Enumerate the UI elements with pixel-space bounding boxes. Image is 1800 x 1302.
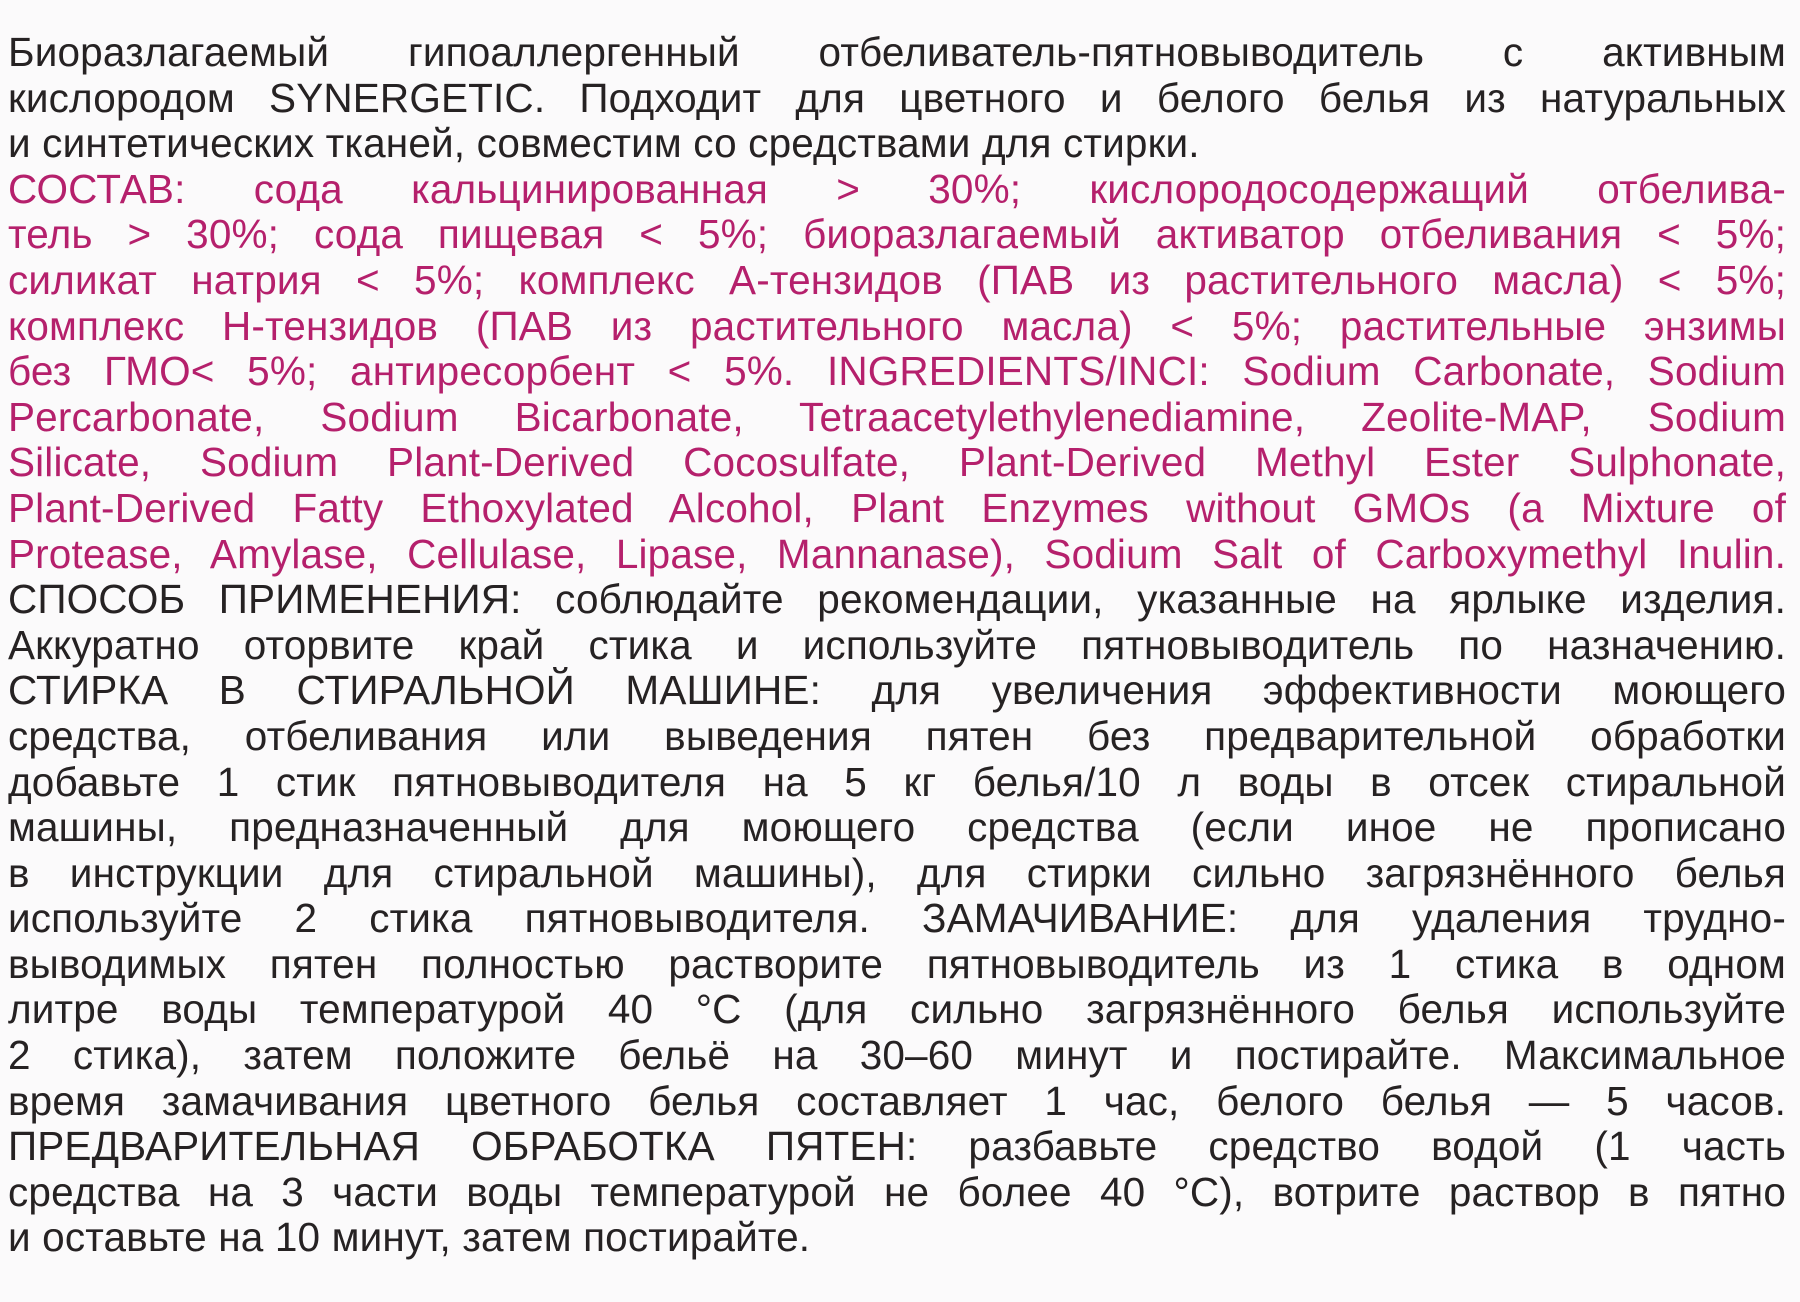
- composition-line: тель > 30%; сода пищевая < 5%; биоразлагаемый активатор отбеливания < 5%;: [8, 211, 1786, 258]
- instructions-line: литре воды температурой 40 °С (для сильно загрязнённого белья используйте: [8, 986, 1786, 1033]
- instructions-line: время замачивания цветного белья составляет 1 час, белого белья — 5 часов.: [8, 1077, 1786, 1124]
- instructions-line: выводимых пятен полностью растворите пятновыводитель из 1 стика в одном: [8, 940, 1786, 987]
- instructions-line: СТИРКА В СТИРАЛЬНОЙ МАШИНЕ: для увеличения эффективности моющего: [8, 667, 1786, 714]
- composition-line: без ГМО< 5%; антиресорбент < 5%. INGREDIENTS/INCI: Sodium Carbonate, Sodium: [8, 348, 1786, 395]
- intro-line: кислородом SYNERGETIC. Подходит для цветного и белого белья из натуральных: [8, 74, 1786, 121]
- composition-line: Silicate, Sodium Plant-Derived Cocosulfate, Plant-Derived Methyl Ester Sulphonate,: [8, 439, 1786, 486]
- instructions-line: ПРЕДВАРИТЕЛЬНАЯ ОБРАБОТКА ПЯТЕН: разбавьте средство водой (1 часть: [8, 1123, 1786, 1170]
- instructions-line: СПОСОБ ПРИМЕНЕНИЯ: соблюдайте рекомендации, указанные на ярлыке изделия.: [8, 576, 1786, 623]
- composition-line: комплекс Н-тензидов (ПАВ из растительного масла) < 5%; растительные энзимы: [8, 302, 1786, 349]
- instructions-line: средства на 3 части воды температурой не более 40 °С), вотрите раствор в пятно: [8, 1168, 1786, 1215]
- composition-line: СОСТАВ: сода кальцинированная > 30%; кислородосодержащий отбелива-: [8, 165, 1786, 212]
- instructions-line: в инструкции для стиральной машины), для стирки сильно загрязнённого белья: [8, 849, 1786, 896]
- intro-line: и синтетических тканей, совместим со средствами для стирки.: [8, 120, 1200, 167]
- composition-line: силикат натрия < 5%; комплекс А-тензидов (ПАВ из растительного масла) < 5%;: [8, 256, 1786, 303]
- instructions-line: Аккуратно оторвите край стика и используйте пятновыводитель по назначению.: [8, 621, 1786, 668]
- composition-line: Protease, Amylase, Cellulase, Lipase, Mannanase), Sodium Salt of Carboxymethyl Inulin.: [8, 530, 1786, 577]
- instructions-line: машины, предназначенный для моющего средства (если иное не прописано: [8, 804, 1786, 851]
- instructions-block: [8, 577, 1786, 1261]
- intro-line: Биоразлагаемый гипоаллергенный отбеливатель-пятновыводитель с активным: [8, 29, 1786, 75]
- intro-block: [8, 30, 1786, 167]
- instructions-line: добавьте 1 стик пятновыводителя на 5 кг белья/10 л воды в отсек стиральной: [8, 758, 1786, 805]
- instructions-line: и оставьте на 10 минут, затем постирайте.: [8, 1214, 811, 1261]
- instructions-line: средства, отбеливания или выведения пятен без предварительной обработки: [8, 712, 1786, 759]
- composition-line: Percarbonate, Sodium Bicarbonate, Tetraacetylethylenediamine, Zeolite-MAP, Sodium: [8, 393, 1786, 440]
- composition-block: [8, 167, 1786, 577]
- instructions-line: используйте 2 стика пятновыводителя. ЗАМАЧИВАНИЕ: для удаления трудно-: [8, 895, 1786, 942]
- composition-line: Plant-Derived Fatty Ethoxylated Alcohol, Plant Enzymes without GMOs (a Mixture of: [8, 484, 1786, 531]
- instructions-line: 2 стика), затем положите бельё на 30–60 минут и постирайте. Максимальное: [8, 1032, 1786, 1079]
